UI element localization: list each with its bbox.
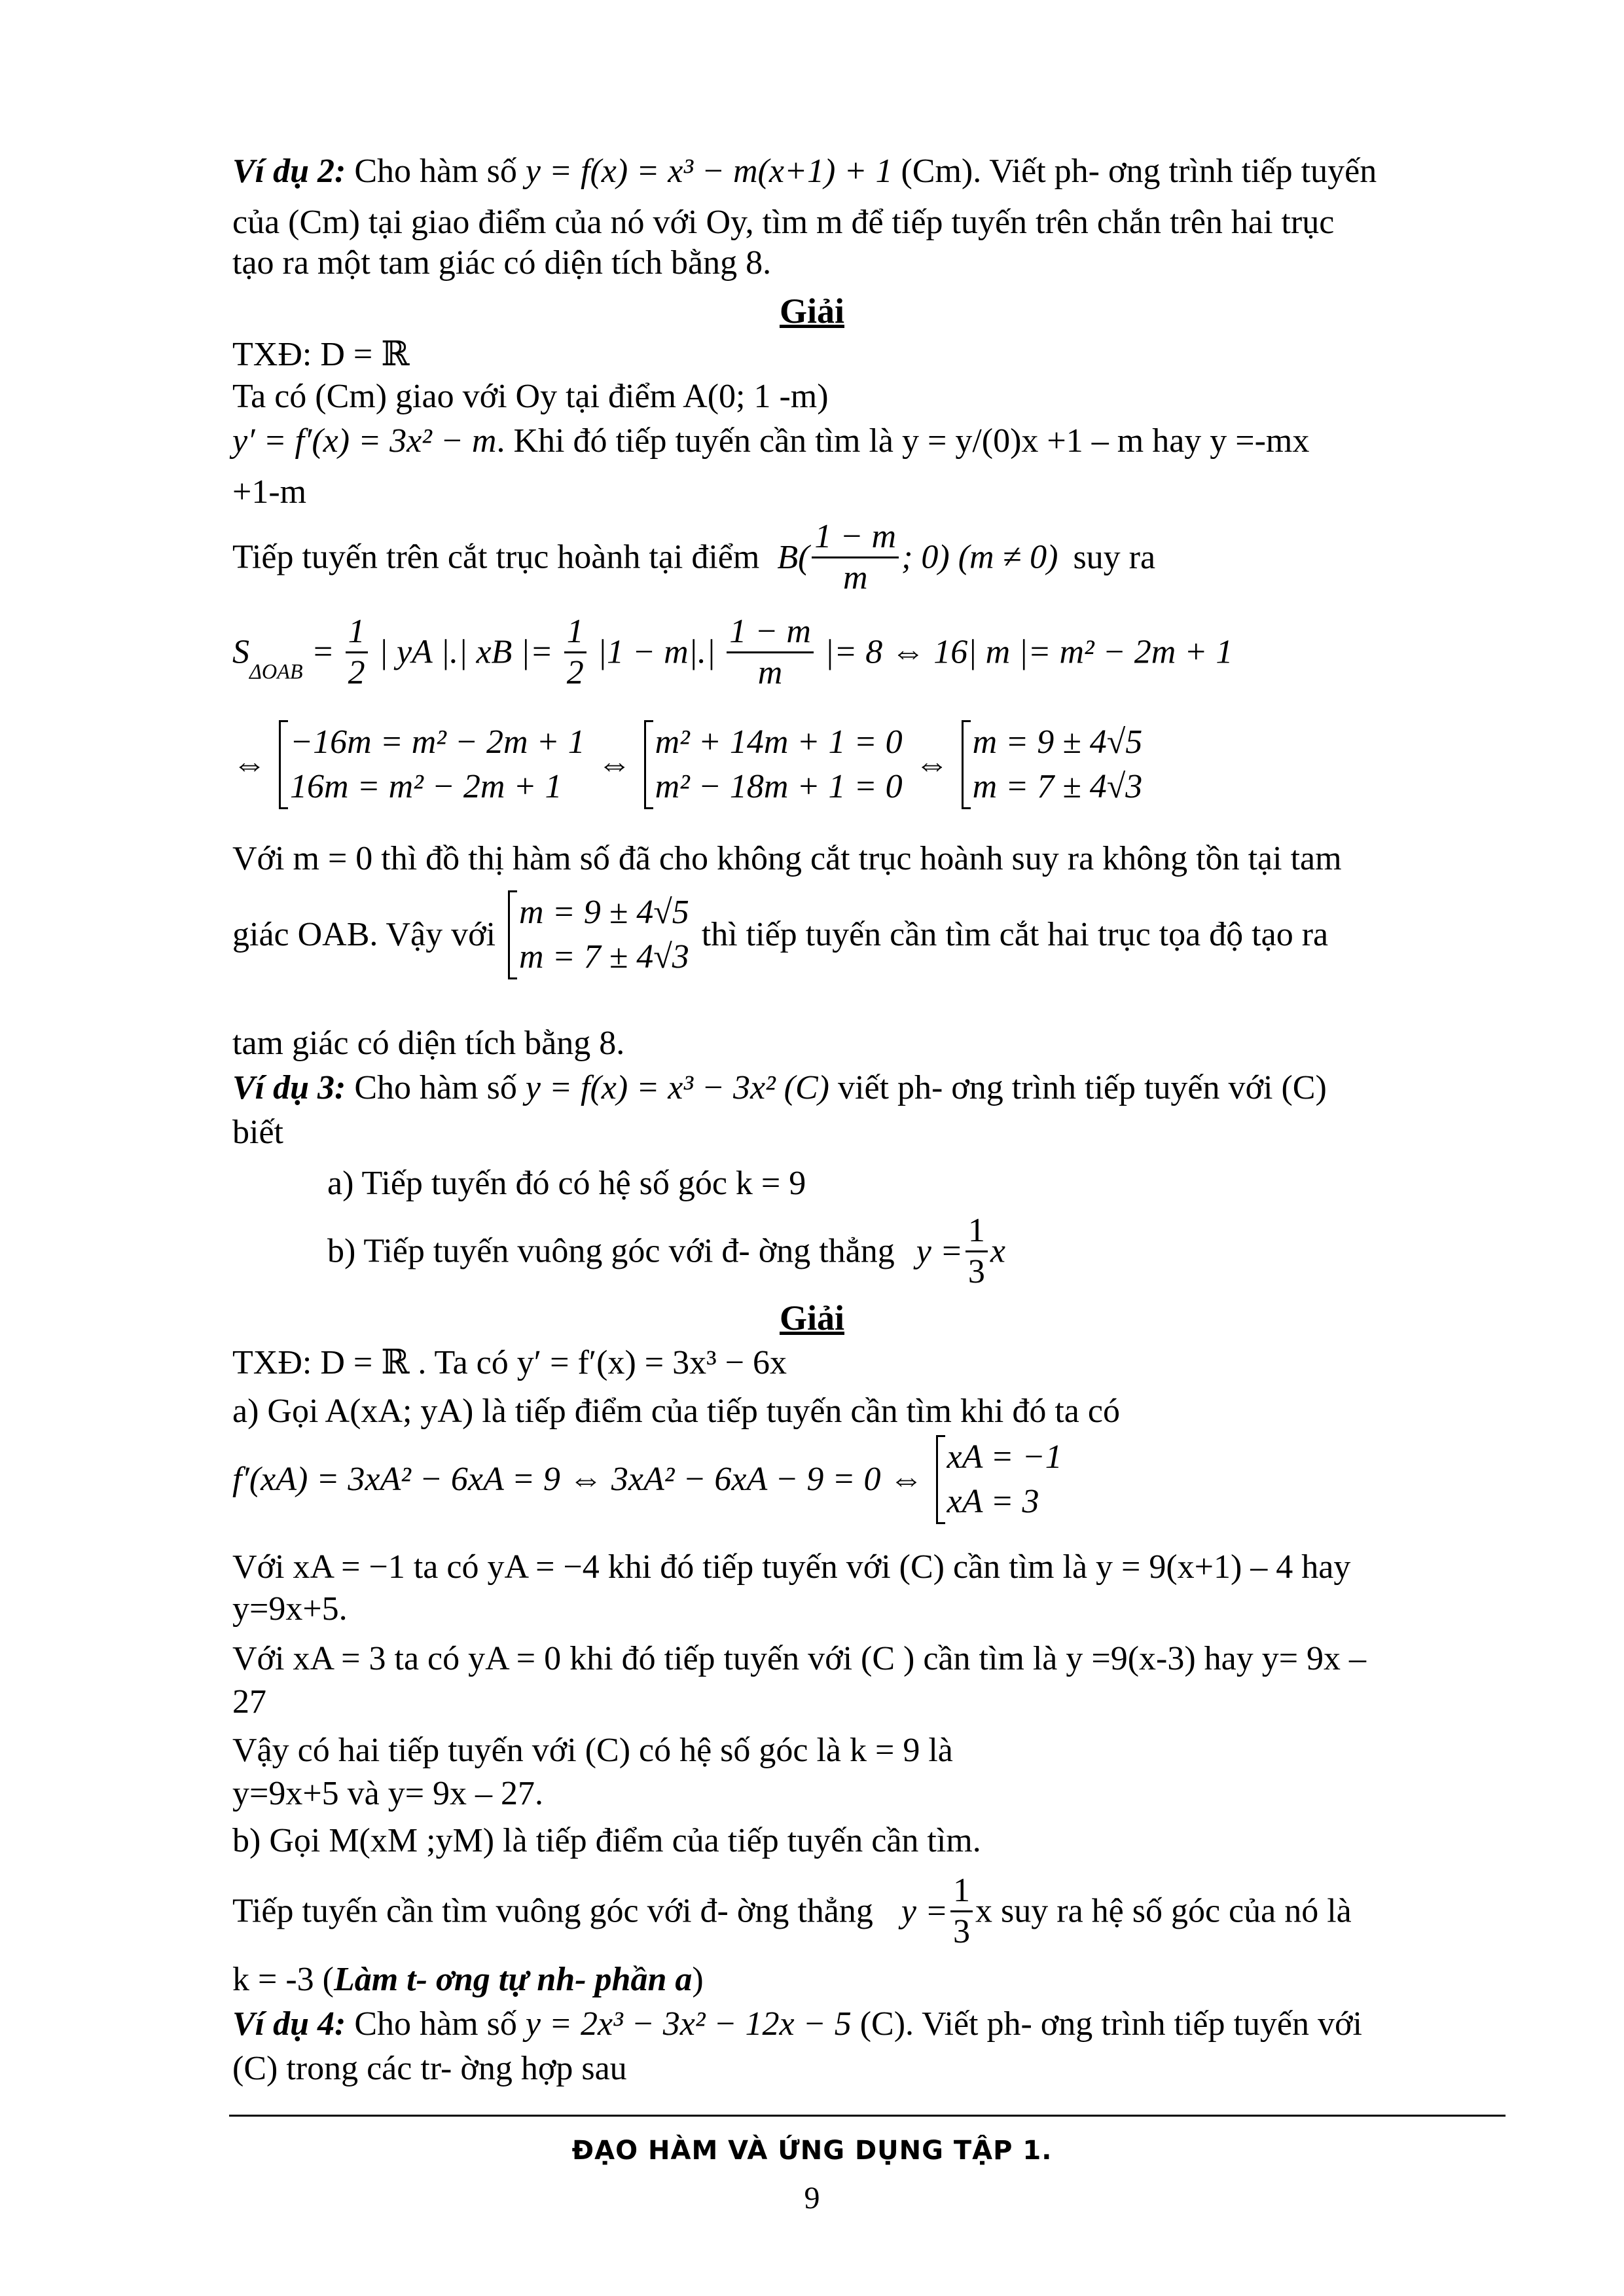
ex4-label: Ví dụ 4: — [232, 2005, 346, 2043]
ex2-system-3-a: m = 9 ± 4√5 — [972, 723, 1143, 761]
ex2-conclusion-post: thì tiếp tuyến cần tìm cắt hai trục tọa độ tạo ra — [701, 916, 1329, 953]
ex3-part-b-den: 3 — [967, 1253, 985, 1290]
ex2-conclusion-system — [508, 890, 689, 979]
ex3-line-1 — [232, 1066, 1327, 1110]
footer-divider — [229, 2115, 1506, 2117]
ex2-area-frac2-den: 2 — [566, 654, 584, 691]
ex2-label: Ví dụ 2: — [232, 153, 346, 190]
ex2-area-frac1-den: 2 — [348, 654, 365, 691]
ex2-system-1-a: −16m = m² − 2m + 1 — [290, 723, 585, 761]
ex2-area-line — [232, 612, 1233, 693]
ex4-line-2: (C) trong các tr- ờng hợp sau — [232, 2050, 627, 2087]
ex2-iff-2: ⇔ — [597, 746, 632, 783]
ex2-cm: (Cm). Viết ph- ơng trình tiếp tuyến — [901, 153, 1377, 190]
ex2-system-3-b: m = 7 ± 4√3 — [972, 768, 1143, 805]
ex3-a2-s2: xA = 3 — [947, 1483, 1039, 1520]
ex3-part-b-x: x — [990, 1232, 1005, 1270]
ex3-part-b — [327, 1211, 1005, 1292]
ex3-intro-end: viết ph- ơng trình tiếp tuyến với (C) — [838, 1069, 1327, 1106]
ex2-intro: Cho hàm số — [354, 153, 517, 190]
ex3-function: y = f(x) = x³ − 3x² (C) — [525, 1069, 829, 1106]
ex4-line-1 — [232, 2002, 1362, 2047]
ex3-part-b-text: b) Tiếp tuyến vuông góc với đ- ờng thẳng — [327, 1232, 895, 1270]
ex2-area-eq: = — [311, 633, 334, 671]
ex3-b2-pre: Tiếp tuyến cần tìm vuông góc với đ- ờng thẳng — [232, 1892, 873, 1930]
ex2-point-b-line — [232, 517, 1155, 598]
ex2-domain: TXĐ: D = ℝ — [232, 336, 410, 373]
ex2-line-2: của (Cm) tại giao điểm của nó với Oy, tìm m để tiếp tuyến trên chắn trên hai trục — [232, 204, 1335, 241]
ex3-a2-line — [232, 1435, 1066, 1524]
ex3-b2-num: 1 — [950, 1871, 973, 1912]
ex3-b2-den: 3 — [953, 1913, 971, 1950]
ex2-conclusion-a: m = 9 ± 4√5 — [519, 894, 689, 931]
ex2-derivative: y′ = f′(x) = 3x² − m — [232, 422, 497, 460]
ex3-b2-line — [232, 1871, 1352, 1952]
ex2-area-frac1-num: 1 — [346, 612, 368, 653]
ex4-function: y = 2x³ − 3x² − 12x − 5 — [525, 2005, 852, 2043]
ex2-m-zero: Với m = 0 thì đồ thị hàm số đã cho không cắt trục hoành suy ra không tồn tại tam — [232, 840, 1342, 877]
ex2-point-b-text: Tiếp tuyến trên cắt trục hoành tại điểm — [232, 538, 760, 576]
ex2-system-2-b: m² − 18m + 1 = 0 — [655, 768, 903, 805]
ex3-line-2: biết — [232, 1114, 283, 1151]
ex3-b2-y: y = — [901, 1892, 948, 1930]
ex3-a5: Với xA = 3 ta có yA = 0 khi đó tiếp tuyến với (C ) cần tìm là y =9(x-3) hay y= 9x – — [232, 1640, 1367, 1677]
ex3-part-b-num: 1 — [965, 1211, 988, 1252]
ex3-b3-italic: Làm t- ơng tự nh- phần a — [333, 1961, 693, 1998]
ex2-system-3 — [962, 720, 1143, 809]
ex2-conclusion-pre: giác OAB. Vậy với — [232, 916, 496, 953]
ex2-conclusion-line — [232, 890, 1328, 979]
ex3-a8: y=9x+5 và y= 9x – 27. — [232, 1775, 544, 1812]
ex2-point-b-den: m — [842, 559, 868, 596]
ex3-a3: Với xA = −1 ta có yA = −4 khi đó tiếp tuyến với (C) cần tìm là y = 9(x+1) – 4 hay — [232, 1548, 1351, 1586]
page-number: 9 — [804, 2181, 820, 2215]
ex3-part-a: a) Tiếp tuyến đó có hệ số góc k = 9 — [327, 1165, 806, 1202]
ex3-b2-post: x suy ra hệ số góc của nó là — [975, 1892, 1352, 1930]
ex2-area-mid1: | yA |.| xB |= — [378, 633, 553, 671]
ex2-line-3: tạo ra một tam giác có diện tích bằng 8. — [232, 244, 772, 282]
ex2-system-2-a: m² + 14m + 1 = 0 — [655, 723, 903, 761]
ex3-part-b-y: y = — [916, 1232, 963, 1270]
ex3-b3-line — [232, 1958, 704, 2002]
ex2-tangent-cont: +1-m — [232, 473, 307, 511]
ex3-part-b-fraction — [965, 1211, 988, 1292]
ex2-line-1 — [232, 149, 1377, 194]
ex3-b3-pre: k = -3 ( — [232, 1961, 334, 1998]
ex2-system-1-b: 16m = m² − 2m + 1 — [290, 768, 562, 805]
ex2-system-2 — [644, 720, 903, 809]
ex2-point-b-num: 1 − m — [812, 517, 899, 558]
footer-title: ĐẠO HÀM VÀ ỨNG DỤNG TẬP 1. — [571, 2136, 1053, 2166]
ex4-intro-end: (C). Viết ph- ơng trình tiếp tuyến với — [859, 2005, 1362, 2043]
ex3-a2-equation: f′(xA) = 3xA² − 6xA = 9 ⇔ 3xA² − 6xA − 9 = 0 ⇔ — [232, 1461, 924, 1498]
ex2-point-b-end: suy ra — [1073, 538, 1156, 576]
ex3-a4: y=9x+5. — [232, 1590, 348, 1628]
ex3-b1: b) Gọi M(xM ;yM) là tiếp điểm của tiếp tuyến cần tìm. — [232, 1822, 981, 1859]
ex3-a6: 27 — [232, 1683, 266, 1721]
ex2-area-frac3-den: m — [757, 654, 783, 691]
ex2-tangent-text: . Khi đó tiếp tuyến cần tìm là y = y/(0)x +1 – m hay y =-mx — [496, 422, 1310, 460]
ex2-area-frac3 — [727, 612, 814, 693]
ex2-derivative-line — [232, 419, 1309, 464]
ex2-point-b-label: B( — [777, 538, 810, 576]
ex2-area-s: S — [232, 633, 249, 671]
ex2-area-frac2-num: 1 — [564, 612, 586, 653]
ex2-function: y = f(x) = x³ − m(x+1) + 1 — [525, 153, 893, 190]
ex3-label: Ví dụ 3: — [232, 1069, 346, 1106]
ex2-area-end: |= 8 ⇔ 16| m |= m² − 2m + 1 — [824, 633, 1233, 671]
ex3-intro: Cho hàm số — [354, 1069, 517, 1106]
ex2-area-sub: ΔOAB — [249, 659, 303, 683]
ex2-solution-heading: Giải — [779, 291, 844, 331]
ex3-a7: Vậy có hai tiếp tuyến với (C) có hệ số góc là k = 9 là — [232, 1732, 953, 1769]
ex3-a2-s1: xA = −1 — [947, 1438, 1062, 1476]
ex2-conclusion-b: m = 7 ± 4√3 — [519, 938, 689, 975]
ex2-area-frac1 — [346, 612, 368, 693]
ex2-area-mid2: |1 − m|.| — [597, 633, 716, 671]
ex3-solution-heading: Giải — [779, 1298, 844, 1338]
ex2-conclusion-end: tam giác có diện tích bằng 8. — [232, 1025, 625, 1062]
ex2-systems-line — [232, 720, 1146, 809]
ex3-domain: TXĐ: D = ℝ . Ta có y′ = f′(x) = 3x³ − 6x — [232, 1344, 787, 1381]
ex2-point-b-fraction — [812, 517, 899, 598]
ex3-a1: a) Gọi A(xA; yA) là tiếp điểm của tiếp tuyến cần tìm khi đó ta có — [232, 1393, 1120, 1430]
ex2-system-1 — [279, 720, 585, 809]
ex2-point-b-tail: ; 0) (m ≠ 0) — [901, 538, 1058, 576]
ex4-intro: Cho hàm số — [354, 2005, 517, 2043]
ex2-area-frac3-num: 1 − m — [727, 612, 814, 653]
ex2-iff-1: ⇔ — [232, 746, 266, 783]
ex3-b3-post: ) — [692, 1961, 704, 1998]
ex2-iff-3: ⇔ — [914, 746, 949, 783]
ex3-b2-fraction — [950, 1871, 973, 1952]
ex2-area-frac2 — [564, 612, 586, 693]
ex3-a2-system — [936, 1435, 1062, 1524]
ex2-intersection: Ta có (Cm) giao với Oy tại điểm A(0; 1 -m) — [232, 378, 829, 415]
